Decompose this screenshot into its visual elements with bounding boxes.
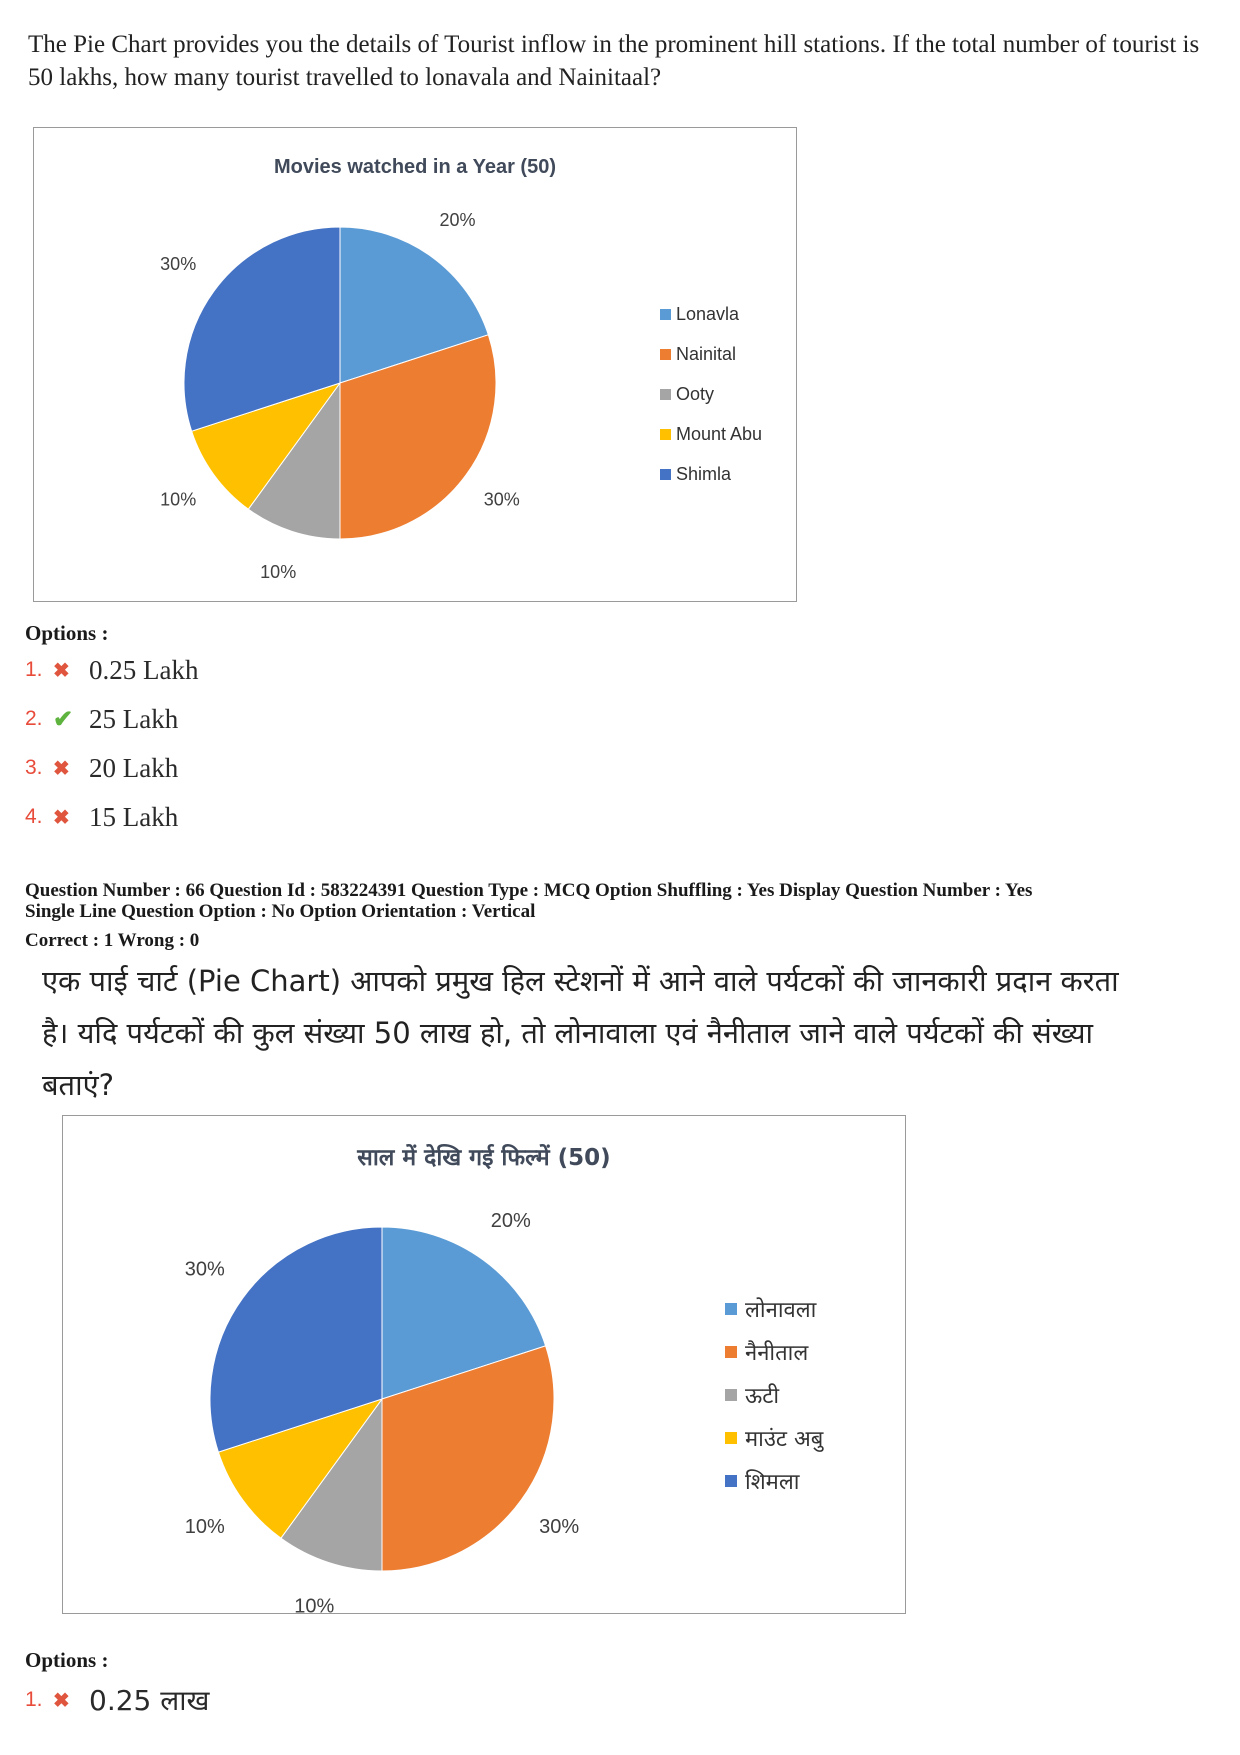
legend-swatch — [660, 389, 671, 400]
chart-title: Movies watched in a Year (50) — [274, 156, 556, 178]
option-number: 1. — [25, 658, 43, 681]
option-number: 3. — [25, 756, 43, 779]
question-text-en: The Pie Chart provides you the details of Tourist inflow in the prominent hill stations. If the total number of tourist is 50 lakhs, how many tourist travelled to lonavala and Nainitaal? — [28, 31, 1200, 91]
option-text: 25 Lakh — [89, 703, 179, 734]
option-3 — [25, 748, 178, 788]
option-text: 15 Lakh — [89, 801, 179, 832]
pie-chart-hi — [62, 1115, 906, 1614]
question-meta-line-2: Single Line Question Option : No Option Orientation : Vertical — [25, 901, 536, 922]
data-label: 20% — [439, 209, 476, 230]
pie-chart-en — [33, 127, 797, 602]
option-number: 2. — [25, 707, 43, 730]
cross-icon: ✖ — [53, 659, 70, 682]
legend-swatch — [725, 1432, 737, 1444]
options-heading: Options : — [25, 621, 109, 645]
legend-item-mount-abu — [660, 414, 762, 454]
legend-label: Ooty — [676, 383, 715, 404]
data-label: 10% — [184, 1516, 225, 1539]
legend-item-nainital — [725, 1330, 823, 1373]
data-label: 10% — [294, 1595, 335, 1613]
data-label: 30% — [184, 1258, 225, 1281]
question-meta-line-1: Question Number : 66 Question Id : 583224391 Question Type : MCQ Option Shuffling : Yes Display Question Number : Yes — [25, 880, 1033, 901]
legend-label: Mount Abu — [676, 423, 763, 444]
legend-swatch — [725, 1389, 737, 1401]
data-label: 30% — [539, 1516, 580, 1539]
option-1 — [25, 650, 198, 690]
legend-item-ooty — [660, 374, 762, 414]
legend-label: Shimla — [676, 463, 732, 484]
option-2 — [25, 699, 178, 739]
check-icon: ✔ — [53, 706, 74, 733]
chart-legend — [725, 1287, 823, 1502]
question-text-hi: एक पाई चार्ट (Pie Chart) आपको प्रमुख हिल स्टेशनों में आने वाले पर्यटकों की जानकारी प्रदान करता है। यदि पर्यटकों की कुल संख्या 50 लाख हो, तो लोनावाला एवं नैनीताल जाने वाले पर्यटकों की संख्या बताएं? — [42, 964, 1119, 1102]
legend-item-shimla — [725, 1459, 823, 1502]
legend-item-nainital — [660, 334, 762, 374]
data-label: 30% — [483, 489, 520, 510]
question-meta-line-3: Correct : 1 Wrong : 0 — [25, 930, 200, 951]
option-text: 20 Lakh — [89, 752, 179, 783]
option-number: 1. — [25, 1688, 43, 1711]
legend-label: नैनीताल — [745, 1340, 809, 1366]
legend-label: लोनावला — [745, 1297, 817, 1323]
option-text: 0.25 Lakh — [89, 654, 199, 685]
legend-label: ऊटी — [745, 1383, 780, 1409]
chart-title: साल में देखि गई फिल्में (50) — [357, 1145, 611, 1171]
cross-icon: ✖ — [53, 757, 70, 780]
data-label: 20% — [490, 1210, 531, 1233]
option-1-hi — [25, 1680, 209, 1720]
option-text: 0.25 लाख — [89, 1684, 210, 1717]
chart-legend — [660, 294, 762, 494]
legend-swatch — [660, 349, 671, 360]
legend-swatch — [725, 1303, 737, 1315]
legend-label: Lonavla — [676, 303, 740, 324]
options-heading-hi: Options : — [25, 1648, 109, 1672]
cross-icon: ✖ — [53, 1689, 70, 1712]
legend-item-ooty — [725, 1373, 823, 1416]
cross-icon: ✖ — [53, 806, 70, 829]
option-number: 4. — [25, 805, 43, 828]
legend-label: माउंट अबु — [745, 1426, 824, 1452]
option-4 — [25, 797, 178, 837]
legend-item-shimla — [660, 454, 762, 494]
legend-item-lonavla — [660, 294, 762, 334]
data-label: 30% — [160, 254, 197, 275]
legend-label: शिमला — [745, 1469, 800, 1495]
data-label: 10% — [160, 489, 197, 510]
data-label: 10% — [260, 561, 297, 582]
legend-item-lonavla — [725, 1287, 823, 1330]
legend-swatch — [660, 429, 671, 440]
legend-swatch — [660, 309, 671, 320]
legend-swatch — [725, 1346, 737, 1358]
legend-item-mount-abu — [725, 1416, 823, 1459]
legend-label: Nainital — [676, 343, 737, 364]
legend-swatch — [725, 1475, 737, 1487]
legend-swatch — [660, 469, 671, 480]
